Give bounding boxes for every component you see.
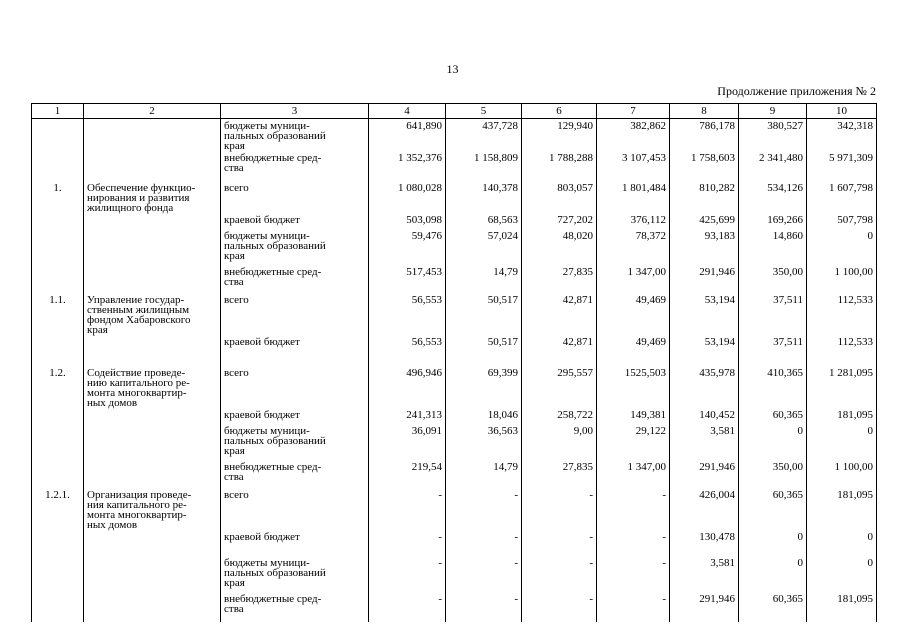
table-row <box>32 488 877 530</box>
row-value: 435,978 <box>670 366 739 408</box>
row-value: 517,453 <box>369 265 446 293</box>
row-value: - <box>597 592 670 622</box>
row-value: 53,194 <box>670 335 739 366</box>
row-value: 112,533 <box>807 335 877 366</box>
row-value: - <box>522 488 597 530</box>
row-value: 78,372 <box>597 229 670 265</box>
column-header: 4 <box>369 104 446 119</box>
row-value: - <box>522 556 597 592</box>
row-value: 27,835 <box>522 460 597 488</box>
row-value: - <box>369 592 446 622</box>
row-value: 9,00 <box>522 424 597 460</box>
row-code <box>32 151 84 181</box>
row-code <box>32 335 84 366</box>
row-value: 14,79 <box>446 460 522 488</box>
row-value: 93,183 <box>670 229 739 265</box>
row-value: 18,046 <box>446 408 522 424</box>
row-value: 0 <box>807 424 877 460</box>
row-value: 1 788,288 <box>522 151 597 181</box>
row-value: - <box>369 556 446 592</box>
row-value: 258,722 <box>522 408 597 424</box>
row-value: - <box>597 556 670 592</box>
table-row <box>32 335 877 366</box>
row-value: 425,699 <box>670 213 739 229</box>
row-value: 14,860 <box>739 229 807 265</box>
table-row <box>32 424 877 460</box>
table-row <box>32 366 877 408</box>
row-value: 60,365 <box>739 592 807 622</box>
row-value: 0 <box>739 530 807 556</box>
row-name <box>84 119 221 152</box>
table-row <box>32 556 877 592</box>
row-code <box>32 424 84 460</box>
row-value: - <box>522 592 597 622</box>
row-value: 1 758,603 <box>670 151 739 181</box>
row-funding-source: краевой бюджет <box>221 408 369 424</box>
row-value: 1 100,00 <box>807 265 877 293</box>
row-value: 376,112 <box>597 213 670 229</box>
row-value: 410,365 <box>739 366 807 408</box>
row-value: 27,835 <box>522 265 597 293</box>
row-funding-source: бюджеты муници- пальных образований края <box>221 556 369 592</box>
row-value: 0 <box>739 424 807 460</box>
row-funding-source: краевой бюджет <box>221 335 369 366</box>
row-value: 342,318 <box>807 119 877 152</box>
row-value: 507,798 <box>807 213 877 229</box>
row-value: 50,517 <box>446 293 522 335</box>
row-value: - <box>369 530 446 556</box>
row-value: 42,871 <box>522 335 597 366</box>
row-value: 59,476 <box>369 229 446 265</box>
row-funding-source: всего <box>221 488 369 530</box>
row-funding-source: бюджеты муници- пальных образований края <box>221 119 369 152</box>
row-value: 3 107,453 <box>597 151 670 181</box>
row-code: 1.2. <box>32 366 84 408</box>
table-row <box>32 408 877 424</box>
row-value: 1 100,00 <box>807 460 877 488</box>
row-value: 29,122 <box>597 424 670 460</box>
table-header-row <box>32 104 877 119</box>
table-row <box>32 151 877 181</box>
row-value: 42,871 <box>522 293 597 335</box>
row-name: Организация проведе- ния капитального ре- монта многоквартир- ных домов <box>84 488 221 530</box>
row-value: 1525,503 <box>597 366 670 408</box>
row-value: - <box>446 530 522 556</box>
table-row <box>32 181 877 213</box>
row-name <box>84 460 221 488</box>
row-value: 56,553 <box>369 335 446 366</box>
row-value: 140,452 <box>670 408 739 424</box>
row-name <box>84 408 221 424</box>
row-code <box>32 265 84 293</box>
row-value: 291,946 <box>670 592 739 622</box>
row-code: 1. <box>32 181 84 213</box>
row-funding-source: внебюджетные сред- ства <box>221 592 369 622</box>
row-value: - <box>597 530 670 556</box>
column-header: 8 <box>670 104 739 119</box>
row-value: - <box>446 592 522 622</box>
table-row <box>32 229 877 265</box>
continuation-label: Продолжение приложения № 2 <box>717 84 876 98</box>
row-value: - <box>446 488 522 530</box>
table-row <box>32 530 877 556</box>
row-name <box>84 229 221 265</box>
row-code <box>32 119 84 152</box>
row-value: - <box>597 488 670 530</box>
row-value: 36,563 <box>446 424 522 460</box>
row-value: 48,020 <box>522 229 597 265</box>
row-value: 68,563 <box>446 213 522 229</box>
row-name <box>84 213 221 229</box>
row-value: 56,553 <box>369 293 446 335</box>
row-value: 3,581 <box>670 424 739 460</box>
row-value: 810,282 <box>670 181 739 213</box>
row-funding-source: всего <box>221 181 369 213</box>
row-value: 295,557 <box>522 366 597 408</box>
row-value: 37,511 <box>739 293 807 335</box>
row-value: 129,940 <box>522 119 597 152</box>
page-number: 13 <box>446 62 459 76</box>
row-funding-source: всего <box>221 293 369 335</box>
row-value: 60,365 <box>739 488 807 530</box>
row-code <box>32 460 84 488</box>
row-value: 49,469 <box>597 335 670 366</box>
row-code <box>32 556 84 592</box>
row-value: - <box>369 488 446 530</box>
row-value: 1 281,095 <box>807 366 877 408</box>
row-value: 291,946 <box>670 460 739 488</box>
row-value: 1 347,00 <box>597 460 670 488</box>
table-row <box>32 293 877 335</box>
column-header: 2 <box>84 104 221 119</box>
row-code <box>32 213 84 229</box>
row-code <box>32 530 84 556</box>
row-funding-source: бюджеты муници- пальных образований края <box>221 229 369 265</box>
row-name: Управление государ- ственным жилищным фондом Хабаровского края <box>84 293 221 335</box>
row-value: 382,862 <box>597 119 670 152</box>
row-value: 36,091 <box>369 424 446 460</box>
row-funding-source: краевой бюджет <box>221 213 369 229</box>
row-value: 1 801,484 <box>597 181 670 213</box>
row-value: 803,057 <box>522 181 597 213</box>
table-row <box>32 119 877 152</box>
row-value: 0 <box>807 556 877 592</box>
row-value: 49,469 <box>597 293 670 335</box>
row-name <box>84 530 221 556</box>
row-value: 181,095 <box>807 408 877 424</box>
row-value: 350,00 <box>739 460 807 488</box>
row-value: 503,098 <box>369 213 446 229</box>
row-value: 241,313 <box>369 408 446 424</box>
row-value: 437,728 <box>446 119 522 152</box>
column-header: 10 <box>807 104 877 119</box>
row-value: 219,54 <box>369 460 446 488</box>
row-value: 0 <box>807 229 877 265</box>
table-row <box>32 265 877 293</box>
table-row <box>32 592 877 622</box>
row-value: 112,533 <box>807 293 877 335</box>
column-header: 9 <box>739 104 807 119</box>
row-value: 1 607,798 <box>807 181 877 213</box>
row-value: 0 <box>739 556 807 592</box>
row-code: 1.1. <box>32 293 84 335</box>
row-value: 641,890 <box>369 119 446 152</box>
row-value: 50,517 <box>446 335 522 366</box>
row-code <box>32 408 84 424</box>
row-value: 291,946 <box>670 265 739 293</box>
row-value: - <box>446 556 522 592</box>
row-value: 1 158,809 <box>446 151 522 181</box>
row-value: 786,178 <box>670 119 739 152</box>
row-name <box>84 151 221 181</box>
row-value: 496,946 <box>369 366 446 408</box>
table-row <box>32 213 877 229</box>
row-name <box>84 556 221 592</box>
row-code: 1.2.1. <box>32 488 84 530</box>
row-name: Обеспечение функцио- нирования и развития жилищного фонда <box>84 181 221 213</box>
row-value: 2 341,480 <box>739 151 807 181</box>
table-row <box>32 460 877 488</box>
row-value: 5 971,309 <box>807 151 877 181</box>
row-funding-source: краевой бюджет <box>221 530 369 556</box>
column-header: 5 <box>446 104 522 119</box>
column-header: 1 <box>32 104 84 119</box>
row-value: 53,194 <box>670 293 739 335</box>
row-value: 181,095 <box>807 488 877 530</box>
row-value: 1 080,028 <box>369 181 446 213</box>
row-name <box>84 592 221 622</box>
row-value: 140,378 <box>446 181 522 213</box>
row-name <box>84 265 221 293</box>
table-body <box>32 119 877 623</box>
row-value: - <box>522 530 597 556</box>
column-header: 3 <box>221 104 369 119</box>
row-value: 57,024 <box>446 229 522 265</box>
row-value: 0 <box>807 530 877 556</box>
budget-table <box>31 103 877 622</box>
row-funding-source: внебюджетные сред- ства <box>221 460 369 488</box>
row-value: 69,399 <box>446 366 522 408</box>
row-funding-source: внебюджетные сред- ства <box>221 151 369 181</box>
column-header: 6 <box>522 104 597 119</box>
row-value: 14,79 <box>446 265 522 293</box>
row-name: Содействие проведе- нию капитального ре- монта многоквартир- ных домов <box>84 366 221 408</box>
row-name <box>84 424 221 460</box>
row-value: 380,527 <box>739 119 807 152</box>
row-value: 727,202 <box>522 213 597 229</box>
row-value: 169,266 <box>739 213 807 229</box>
row-name <box>84 335 221 366</box>
row-code <box>32 229 84 265</box>
row-value: 60,365 <box>739 408 807 424</box>
row-value: 37,511 <box>739 335 807 366</box>
row-value: 534,126 <box>739 181 807 213</box>
row-value: 3,581 <box>670 556 739 592</box>
row-value: 1 352,376 <box>369 151 446 181</box>
row-funding-source: внебюджетные сред- ства <box>221 265 369 293</box>
row-value: 350,00 <box>739 265 807 293</box>
row-value: 1 347,00 <box>597 265 670 293</box>
row-value: 149,381 <box>597 408 670 424</box>
row-funding-source: бюджеты муници- пальных образований края <box>221 424 369 460</box>
row-code <box>32 592 84 622</box>
row-value: 426,004 <box>670 488 739 530</box>
row-value: 130,478 <box>670 530 739 556</box>
column-header: 7 <box>597 104 670 119</box>
row-value: 181,095 <box>807 592 877 622</box>
row-funding-source: всего <box>221 366 369 408</box>
